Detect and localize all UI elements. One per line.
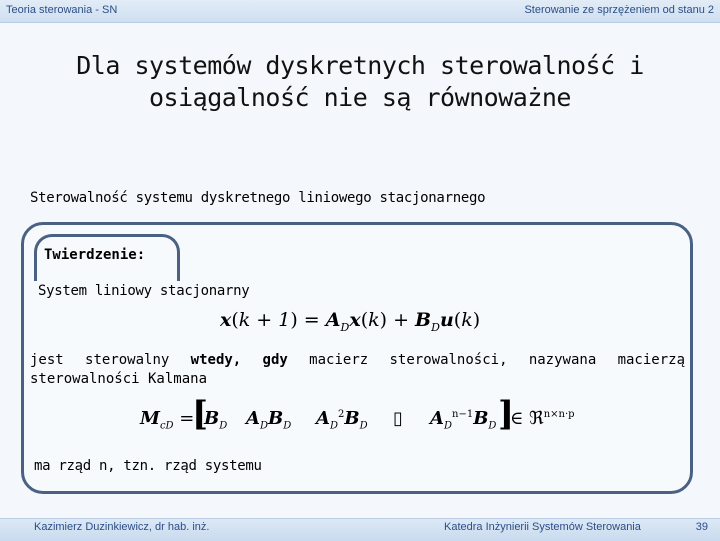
footer-department: Katedra Inżynierii Systemów Sterowania xyxy=(444,521,641,533)
statement-rest: macierz sterowalności, nazywana macierzą xyxy=(309,352,685,368)
matrix-left-bracket: [ xyxy=(192,394,209,434)
matrix-entry-anb: $A_D^{n-1}B_D$ xyxy=(430,408,497,432)
matrix-entry-ab: $A_DB_D$ xyxy=(246,408,292,432)
matrix-right-bracket: ] xyxy=(498,394,515,434)
statement-start: jest sterowalny xyxy=(30,352,170,368)
footer-author: Kazimierz Duzinkiewicz, dr hab. inż. xyxy=(34,521,210,533)
theorem-label: Twierdzenie: xyxy=(44,247,146,263)
matrix-entry-a2b: $A_D^2B_D$ xyxy=(316,408,368,432)
theorem-statement xyxy=(30,350,685,371)
page-number: 39 xyxy=(695,521,708,533)
section-subheading: Sterowalność systemu dyskretnego liniowego stacjonarnego xyxy=(30,190,486,206)
theorem-conclusion: ma rząd n, tzn. rząd systemu xyxy=(34,458,262,474)
header-topic: Sterowanie ze sprzężeniem od stanu 2 xyxy=(524,4,714,16)
statement-line2: sterowalności Kalmana xyxy=(30,371,208,387)
slide-title xyxy=(40,50,680,114)
system-description: System liniowy stacjonarny xyxy=(38,283,250,299)
slide-title-line1: Dla systemów dyskretnych sterowalność i xyxy=(76,51,644,80)
matrix-membership: ∈ ℜ$^{n\times n\cdot p}$ xyxy=(510,408,575,429)
matrix-lhs: $M_{cD}$ = xyxy=(140,408,195,432)
header-course: Teoria sterowania - SN xyxy=(6,4,118,16)
matrix-ellipsis: ▯ xyxy=(393,408,403,429)
matrix-entry-b: $B_D$ xyxy=(204,408,228,432)
state-equation: $x(k + 1) = A_Dx(k) + B_Du(k)$ xyxy=(220,309,481,334)
statement-condition: wtedy, gdy xyxy=(190,352,288,368)
slide-title-line2: osiągalność nie są równoważne xyxy=(149,83,571,112)
